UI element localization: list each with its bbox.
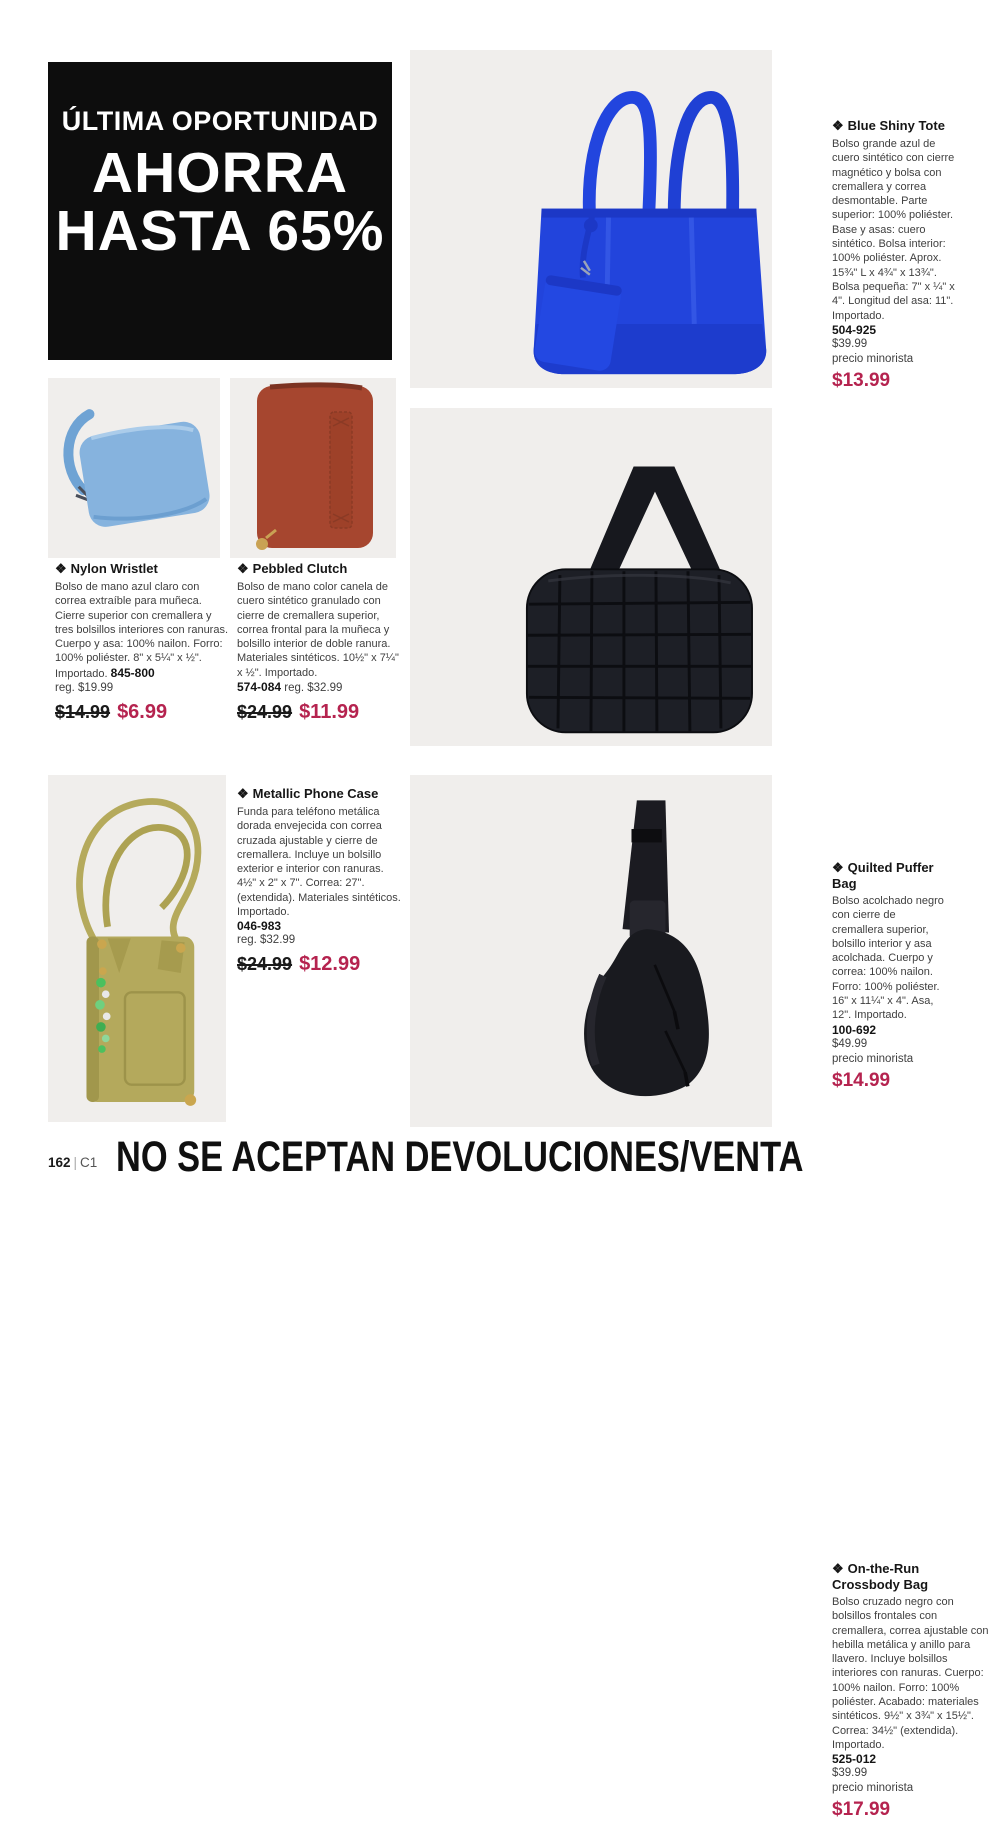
product-code: 046-983 — [237, 919, 282, 934]
diamond-bullet-icon: ❖ — [55, 561, 67, 576]
product-info-metallic-phone-case — [237, 786, 401, 976]
promo-banner — [48, 62, 392, 360]
phone-case-illustration — [48, 775, 226, 1122]
clutch-body — [257, 386, 373, 548]
product-info-nylon-wristlet — [55, 561, 231, 724]
product-name: On-the-Run Crossbody Bag — [832, 1561, 929, 1592]
diamond-bullet-icon: ❖ — [832, 1561, 844, 1576]
page-number-divider: | — [73, 1155, 78, 1170]
list-price: $39.99 — [832, 337, 868, 350]
campaign-code: C1 — [80, 1155, 98, 1170]
diamond-bullet-icon: ❖ — [832, 860, 844, 875]
phone-case-gusset — [86, 936, 99, 1101]
price-line — [237, 953, 401, 976]
clutch-front-strap — [330, 412, 352, 528]
product-code: 100-692 — [832, 1022, 877, 1037]
sling-strap-buckle — [631, 829, 661, 842]
sling-body — [584, 929, 709, 1096]
strap-ring-right — [176, 943, 186, 953]
diamond-bullet-icon: ❖ — [237, 561, 249, 576]
tote-bag-illustration — [520, 56, 770, 386]
product-image-card-pebbled-clutch — [230, 378, 396, 558]
price-label: precio minorista — [832, 1052, 914, 1065]
product-code: 504-925 — [832, 322, 877, 337]
code-line — [237, 680, 407, 696]
product-card-blue-shiny-tote — [410, 50, 955, 391]
product-title — [55, 561, 231, 577]
list-price: $39.99 — [832, 1767, 868, 1780]
promo-line-3: HASTA 65% — [55, 199, 385, 263]
sale-price: $17.99 — [832, 1799, 891, 1821]
product-image-card-metallic-phone-case — [48, 775, 226, 1122]
page-number — [48, 1155, 97, 1170]
product-title — [832, 860, 944, 891]
wristlet-illustration — [48, 378, 220, 558]
product-card-quilted-puffer-bag — [410, 408, 944, 1091]
old-price: $14.99 — [55, 702, 111, 723]
sling-bag-illustration — [560, 777, 770, 1125]
puffer-bag-illustration — [508, 416, 768, 741]
product-name: Quilted Puffer Bag — [832, 860, 934, 891]
product-description — [55, 580, 231, 681]
sale-price: $12.99 — [299, 953, 361, 976]
clutch-illustration — [230, 378, 396, 558]
product-description: Bolso grande azul de cuero sintético con cierre magnético y bolsa con cremallera y correa desmontable. Parte superior: 100% poliéster. Base y asas: cuero sintético. Bolsa interior: 100% poliéster. Aprox. 15¾" L x 4¾" x 13¾". Bolsa pequeña: 7" x ¼" x 4". Longitud del asa: 11". Importado. — [832, 138, 955, 322]
product-title — [832, 118, 958, 134]
product-description: Bolso de mano color canela de cuero sintético granulado con cierre de cremallera superior, correa frontal para la muñeca y bolsillo interior de doble ranura. Materiales sintéticos. 10½" x 7¼" x ½". Importado. — [237, 581, 399, 679]
price-line — [55, 701, 231, 724]
product-info-blue-shiny-tote — [832, 118, 958, 392]
quilted-puffer-bag-image — [508, 416, 768, 741]
pouch-strap-knot — [584, 219, 598, 233]
reg-price: reg. $19.99 — [55, 682, 114, 695]
product-info-on-the-run-crossbody — [832, 1561, 990, 1821]
sale-price: $11.99 — [299, 701, 360, 724]
promo-line-2: AHORRA — [91, 141, 349, 205]
tote-seam-right — [691, 218, 694, 324]
price-label: precio minorista — [832, 1782, 914, 1795]
tote-top-edge — [542, 209, 757, 218]
sale-price: $13.99 — [832, 369, 891, 391]
product-title — [237, 561, 407, 577]
old-price: $24.99 — [237, 702, 293, 723]
reg-price: reg. $32.99 — [237, 934, 296, 947]
blue-shiny-tote-image — [520, 56, 770, 386]
product-description: Bolso cruzado negro con bolsillos frontales con cremallera, correa ajustable con hebilla metálica y anillo para llavero. Incluye bolsillos interiores con ranuras. Cuerpo: 100% nailon. Forro: 100% poliéster. Acabado: materiales sintéticos. 9½" x 3¾" x 15½". Correa: 34½" (extendida). Importado. — [832, 1596, 989, 1751]
sale-price: $6.99 — [117, 701, 168, 724]
product-title — [237, 786, 401, 802]
promo-line-1: ÚLTIMA OPORTUNIDAD — [61, 106, 379, 136]
product-description: Bolso acolchado negro con cierre de cremallera superior, bolsillo interior y asa acolchada. Cuerpo y correa: 100% nailon. Forro: 100% poliéster. 16" x 11¼" x 4". Asa, 12". Importado. — [832, 895, 944, 1022]
old-price: $24.99 — [237, 954, 293, 975]
page-number-value: 162 — [48, 1155, 71, 1170]
list-price: $49.99 — [832, 1037, 868, 1050]
product-description: Funda para teléfono metálica dorada envejecida con correa cruzada ajustable y cierre de cremallera. Incluye un bolsillo exterior e interior con ranuras. 4½" x 2" x 7". Correa: 27". (extendida). Materiales sintéticos. Importado. — [237, 806, 401, 919]
no-returns-notice: NO SE ACEPTAN DEVOLUCIONES/VENTA — [116, 1133, 804, 1181]
phone-case-zipper-pull — [185, 1094, 197, 1106]
price-line — [237, 701, 407, 724]
product-code: 525-012 — [832, 1752, 877, 1767]
product-info-quilted-puffer-bag — [832, 860, 944, 1092]
product-info-pebbled-clutch — [237, 561, 407, 724]
diamond-bullet-icon: ❖ — [237, 786, 249, 801]
crossbody-bag-image — [560, 777, 770, 1125]
product-image-card-nylon-wristlet — [48, 378, 220, 558]
product-name: Metallic Phone Case — [252, 786, 379, 801]
description-text: Bolso de mano azul claro con correa extraíble para muñeca. Cierre superior con cremallera y tres bolsillos interiores con ranuras. Cuerpo y asa: 100% nailon. Forro: 100% poliéster. 8" x 5¼" x ½". Importado. — [55, 581, 229, 680]
tote-mini-pouch — [533, 275, 622, 373]
diamond-bullet-icon: ❖ — [832, 118, 844, 133]
product-name: Pebbled Clutch — [252, 561, 348, 576]
product-title — [832, 1561, 990, 1592]
product-code: 574-084 — [237, 680, 282, 695]
reg-price: reg. $32.99 — [284, 682, 343, 695]
price-label: precio minorista — [832, 352, 914, 365]
product-name: Nylon Wristlet — [70, 561, 158, 576]
product-name: Blue Shiny Tote — [847, 118, 945, 133]
strap-ring-left — [97, 939, 107, 949]
clutch-zipper-pull — [256, 538, 268, 550]
product-code: 845-800 — [110, 665, 155, 680]
sale-price: $14.99 — [832, 1069, 891, 1091]
